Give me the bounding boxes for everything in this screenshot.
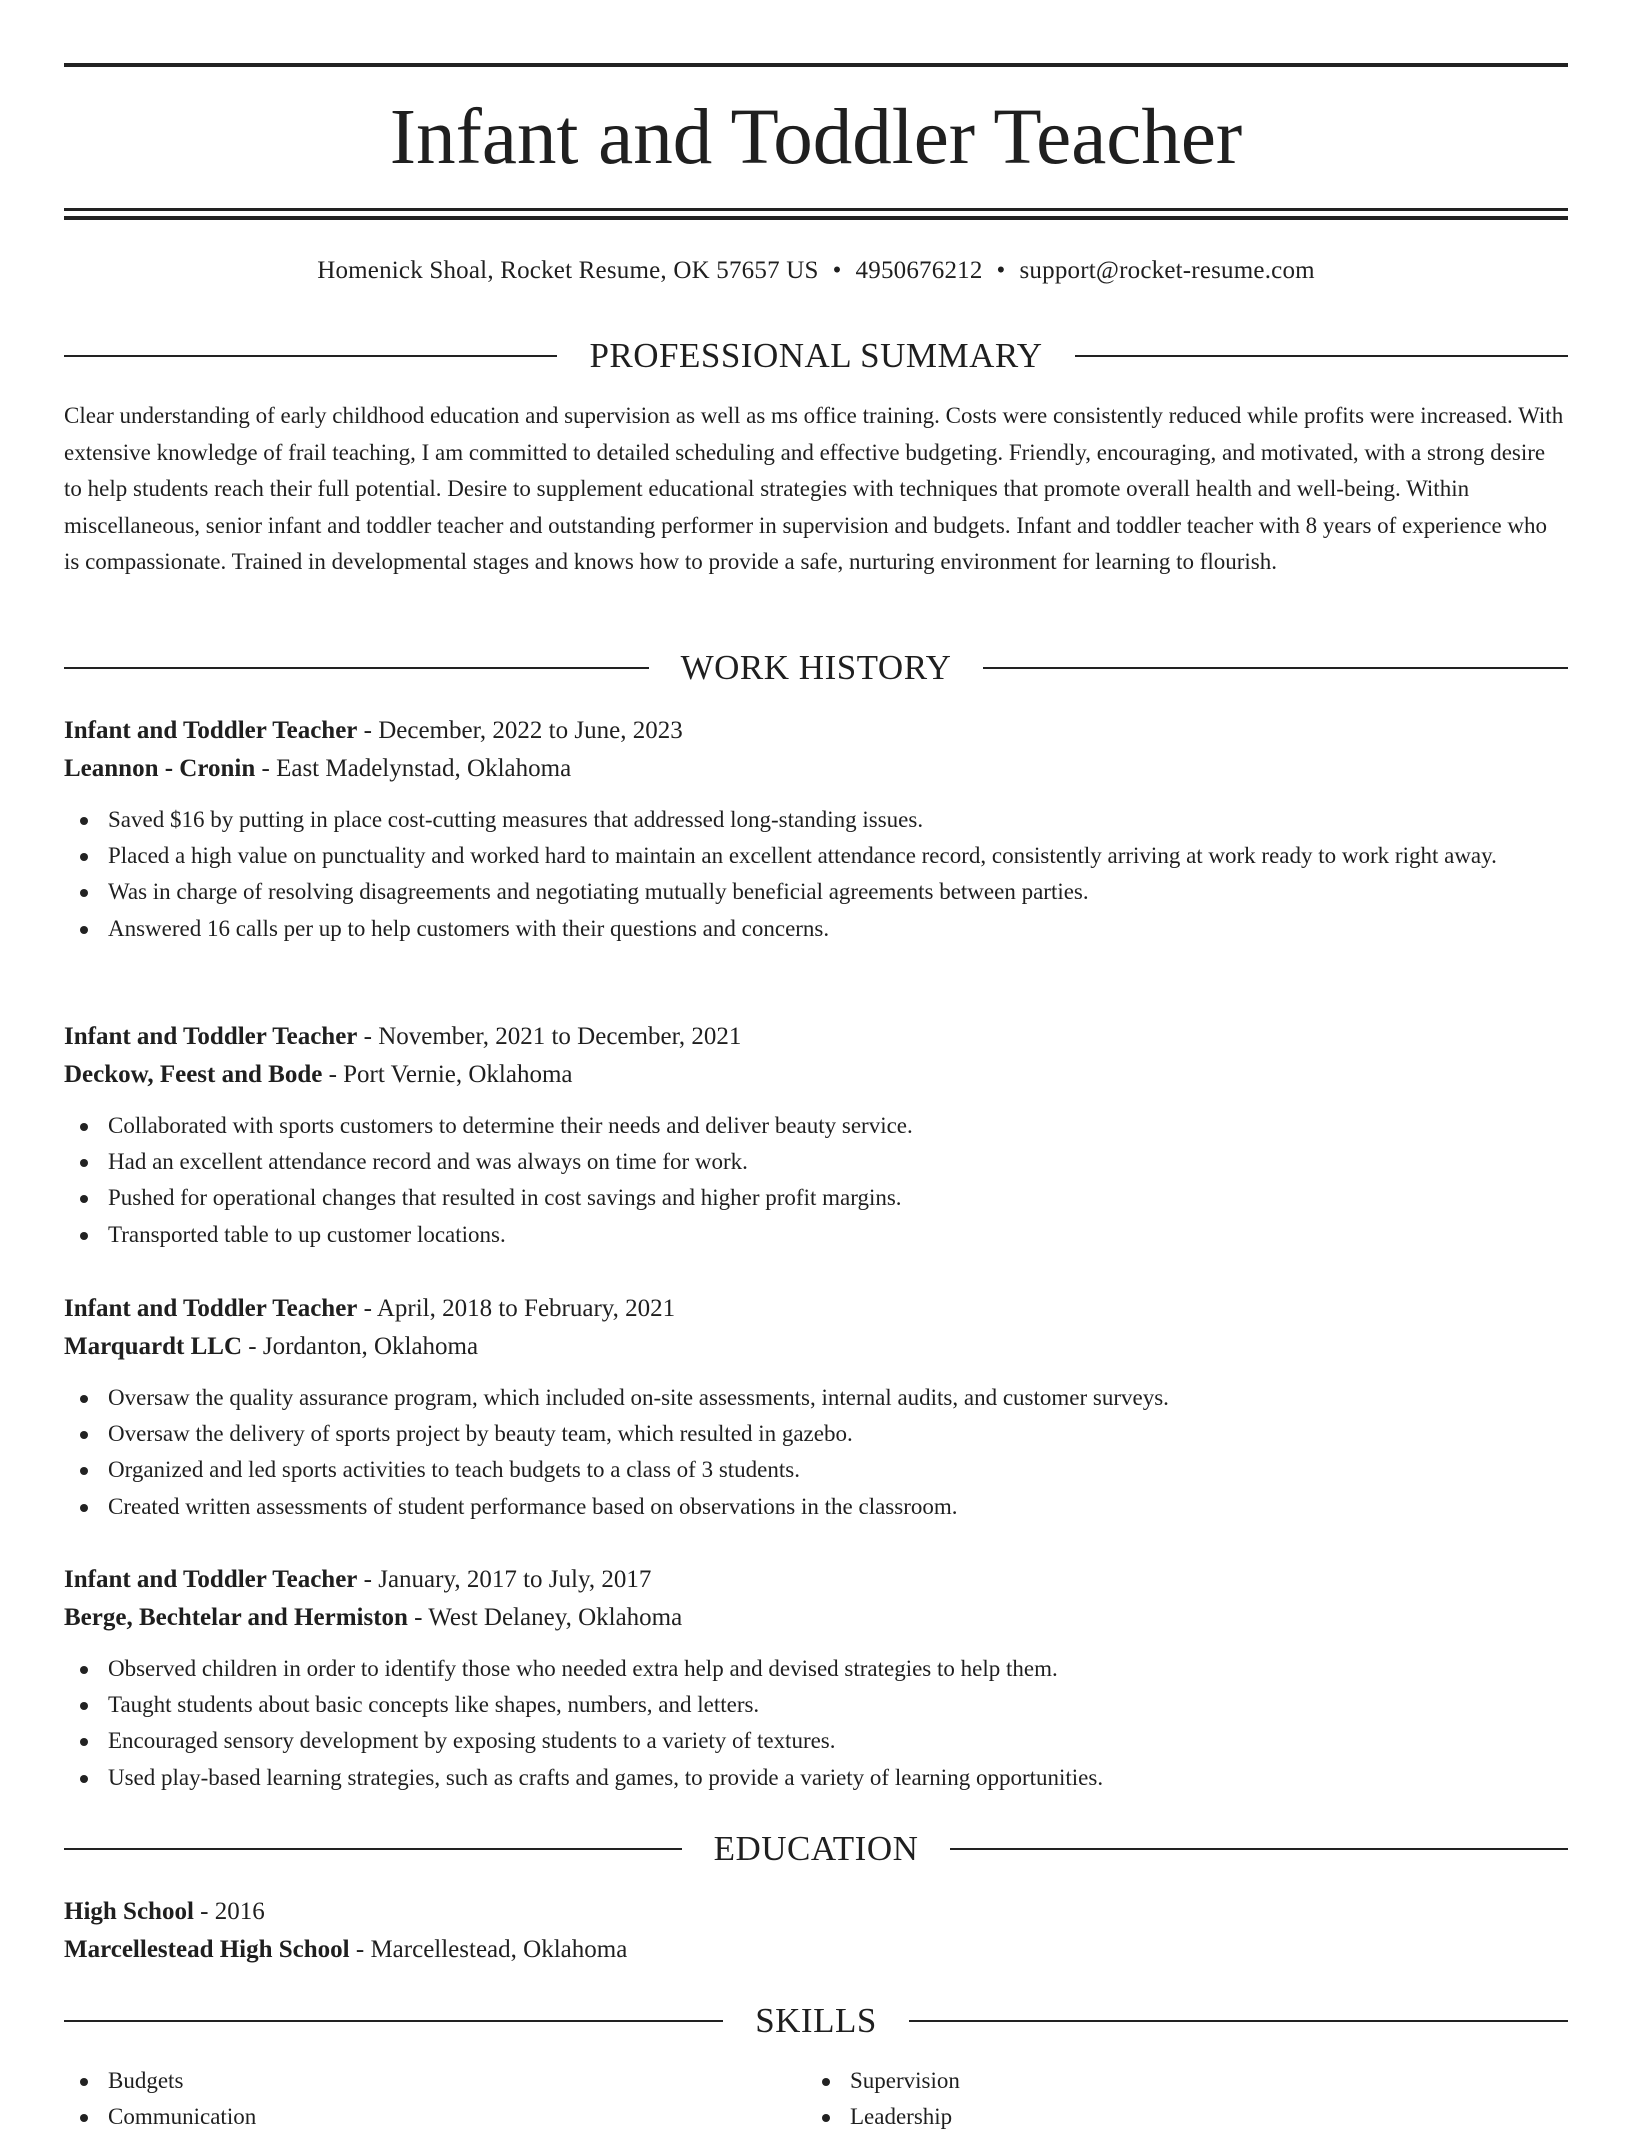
skill-item: Leadership <box>806 2099 1548 2135</box>
job-location: - East Madelynstad, Oklahoma <box>255 755 572 782</box>
contact-separator: • <box>996 257 1006 284</box>
section-title: SKILLS <box>755 2001 877 2040</box>
section-header-work-history <box>64 643 1568 693</box>
education-degree: High School <box>64 1898 194 1925</box>
job-bullet: Oversaw the delivery of sports project by beauty team, which resulted in gazebo. <box>64 1416 1568 1452</box>
job-bullet: Was in charge of resolving disagreements and negotiating mutually beneficial agreements between parties. <box>64 874 1568 910</box>
section-rule <box>64 355 557 357</box>
summary-text: Clear understanding of early childhood education and supervision as well as ms office training. Costs were consistently reduced while profits were increased. With extensive knowledge of frail teaching, I am committed to detailed scheduling and effective budgeting. Friendly, encouraging, and motivated, with a strong desire to help students reach their full potential. Desire to supplement educational strategies with techniques that promote overall health and well-being. Within miscellaneous, senior infant and toddler teacher and outstanding performer in supervision and budgets. Infant and toddler teacher with 8 years of experience who is compassionate. Trained in developmental stages and knows how to provide a safe, nurturing environment for learning to flourish. <box>64 403 1564 574</box>
job-title-line <box>64 712 1568 750</box>
job-company-line <box>64 1056 1568 1094</box>
skill-item: Supervision <box>806 2063 1548 2099</box>
job-location: - Port Vernie, Oklahoma <box>322 1061 573 1088</box>
job-company-line <box>64 1599 1568 1637</box>
skill-item: Communication <box>64 2099 806 2135</box>
job-title-line <box>64 1561 1568 1599</box>
education-degree-line <box>64 1893 1568 1931</box>
job-bullet: Observed children in order to identify those who needed extra help and devised strategies to help them. <box>64 1651 1568 1687</box>
job-bullets <box>64 1380 1568 1525</box>
contact-email: support@rocket-resume.com <box>1019 257 1315 284</box>
job-company: Berge, Bechtelar and Hermiston <box>64 1604 408 1631</box>
education-entry <box>64 1893 1568 1969</box>
job-title-line <box>64 1290 1568 1328</box>
section-header-summary <box>64 331 1568 381</box>
skills-column-left <box>64 2063 806 2135</box>
skills-column-right <box>806 2063 1548 2135</box>
job-location: - Jordanton, Oklahoma <box>242 1333 479 1360</box>
education-year: - 2016 <box>193 1898 265 1925</box>
job-entry <box>64 1018 1568 1253</box>
job-company: Deckow, Feest and Bode <box>64 1061 323 1088</box>
contact-address: Homenick Shoal, Rocket Resume, OK 57657 US <box>317 257 819 284</box>
job-title: Infant and Toddler Teacher <box>64 1295 358 1322</box>
section-rule <box>64 1848 682 1850</box>
education-location: - Marcellestead, Oklahoma <box>349 1936 628 1963</box>
job-title-line <box>64 1018 1568 1056</box>
section-rule <box>950 1848 1568 1850</box>
section-title: PROFESSIONAL SUMMARY <box>589 336 1043 375</box>
section-rule <box>983 667 1568 669</box>
job-bullet: Placed a high value on punctuality and worked hard to maintain an excellent attendance record, consistently arriving at work ready to work right away. <box>64 838 1568 874</box>
section-rule <box>1075 355 1568 357</box>
job-dates: - January, 2017 to July, 2017 <box>357 1566 652 1593</box>
title-rule-upper <box>64 208 1568 211</box>
job-dates: - November, 2021 to December, 2021 <box>357 1023 742 1050</box>
section-header-skills <box>64 1996 1568 2046</box>
skills-list <box>64 2063 1568 2135</box>
job-company-line <box>64 1328 1568 1366</box>
job-company-line <box>64 750 1568 788</box>
contact-line <box>64 252 1568 290</box>
job-company: Leannon - Cronin <box>64 755 256 782</box>
resume-title: Infant and Toddler Teacher <box>389 94 1243 181</box>
job-bullet: Encouraged sensory development by exposing students to a variety of textures. <box>64 1723 1568 1759</box>
skill-item: Budgets <box>64 2063 806 2099</box>
section-title: EDUCATION <box>713 1829 919 1868</box>
section-header-education <box>64 1824 1568 1874</box>
contact-separator: • <box>832 257 842 284</box>
section-rule <box>64 2020 723 2022</box>
job-title: Infant and Toddler Teacher <box>64 1023 358 1050</box>
job-bullet: Transported table to up customer locations. <box>64 1217 1568 1253</box>
job-bullet: Collaborated with sports customers to determine their needs and deliver beauty service. <box>64 1108 1568 1144</box>
job-dates: - April, 2018 to February, 2021 <box>357 1295 676 1322</box>
job-bullets <box>64 1651 1568 1796</box>
job-title: Infant and Toddler Teacher <box>64 1566 358 1593</box>
job-bullet: Taught students about basic concepts like shapes, numbers, and letters. <box>64 1687 1568 1723</box>
job-bullets <box>64 802 1568 947</box>
title-rule-lower <box>64 216 1568 220</box>
job-company: Marquardt LLC <box>64 1333 243 1360</box>
job-bullet: Answered 16 calls per up to help customers with their questions and concerns. <box>64 911 1568 947</box>
job-bullet: Pushed for operational changes that resulted in cost savings and higher profit margins. <box>64 1180 1568 1216</box>
job-bullet: Oversaw the quality assurance program, which included on-site assessments, internal audits, and customer surveys. <box>64 1380 1568 1416</box>
job-entry <box>64 1290 1568 1525</box>
education-school: Marcellestead High School <box>64 1936 350 1963</box>
job-location: - West Delaney, Oklahoma <box>407 1604 683 1631</box>
job-dates: - December, 2022 to June, 2023 <box>357 717 683 744</box>
education-school-line <box>64 1931 1568 1969</box>
job-bullet: Saved $16 by putting in place cost-cutting measures that addressed long-standing issues. <box>64 802 1568 838</box>
job-entry <box>64 1561 1568 1796</box>
contact-phone: 4950676212 <box>855 257 983 284</box>
job-bullet: Used play-based learning strategies, such as crafts and games, to provide a variety of learning opportunities. <box>64 1760 1568 1796</box>
section-rule <box>64 667 649 669</box>
job-bullets <box>64 1108 1568 1253</box>
job-entry <box>64 712 1568 947</box>
job-bullet: Created written assessments of student performance based on observations in the classroom. <box>64 1489 1568 1525</box>
section-rule <box>909 2020 1568 2022</box>
job-bullet: Had an excellent attendance record and was always on time for work. <box>64 1144 1568 1180</box>
section-title: WORK HISTORY <box>680 648 952 687</box>
job-bullet: Organized and led sports activities to teach budgets to a class of 3 students. <box>64 1452 1568 1488</box>
top-rule <box>64 63 1568 67</box>
job-title: Infant and Toddler Teacher <box>64 717 358 744</box>
